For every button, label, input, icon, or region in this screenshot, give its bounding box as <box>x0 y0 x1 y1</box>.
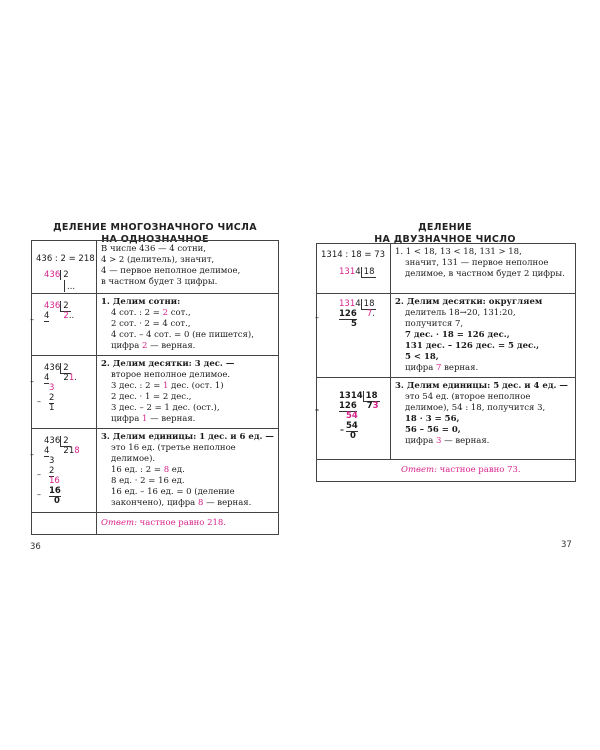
left-row4-sub1: 4 <box>44 446 50 456</box>
right-answer-label: Ответ: <box>401 465 437 475</box>
right-row3-sub2: 54 <box>346 421 358 431</box>
left-row4-l6a: закончено), цифра <box>111 498 198 508</box>
right-row3-text <box>391 378 576 460</box>
left-row4-l6c: — верная. <box>203 498 252 508</box>
right-row1-expr: 1314 : 18 = 73 <box>321 250 386 260</box>
left-row1-expr: 436 : 2 = 218 <box>36 254 95 264</box>
right-row2-text <box>391 294 576 378</box>
left-row3-sub1: 4 <box>44 373 50 383</box>
left-row2-l4a: цифра <box>111 341 142 351</box>
right-row1-line3: делимое, в частном будет 2 цифры. <box>405 269 565 279</box>
left-row1-line4: в частном будет 3 цифры. <box>101 277 218 287</box>
right-title-line2: НА ДВУЗНАЧНОЕ ЧИСЛО <box>374 234 516 245</box>
left-row2-quotient-dots: .. <box>68 311 75 321</box>
left-row4-sub2: 2 <box>49 466 55 476</box>
left-row2-divisor: 2 <box>60 301 70 312</box>
left-row1-dots: ... <box>64 280 77 292</box>
left-row4-calc: 436 2 – 4 218 3 – 2 16 – 16 0 <box>32 429 97 513</box>
left-row3-l5b: 1 <box>142 414 148 424</box>
right-row2-l2: получится 7, <box>405 319 464 329</box>
left-row3-l5a: цифра <box>111 414 142 424</box>
left-row4-rem3: 0 <box>54 496 60 506</box>
left-title-line2: НА ОДНОЗНАЧНОЕ <box>101 234 209 245</box>
left-row1-dividend: 436 <box>44 270 61 280</box>
right-row3-l4: 56 – 56 = 0, <box>405 425 461 435</box>
right-row3-l1: это 54 ед. (второе неполное <box>405 392 531 402</box>
right-row3-rem1: 54 <box>346 411 358 421</box>
left-row3-l2a: 3 дес. : 2 = <box>111 381 164 391</box>
left-row1-line1: В числе 436 — 4 сотни, <box>101 244 206 254</box>
left-row3-rem2: 1 <box>49 403 55 413</box>
right-row2-l6c: верная. <box>441 363 479 373</box>
right-row3-divisor: 18 <box>363 391 380 402</box>
left-row3-text <box>97 356 279 429</box>
left-row4-dividend: 436 <box>44 436 61 446</box>
left-row3-step: 2. Делим десятки: 3 дес. — <box>101 359 235 369</box>
right-row2-quotient-dot: . <box>372 309 375 319</box>
left-row4-quotient-b: 8 <box>74 446 80 456</box>
right-row2-quotient: 7 <box>366 309 373 319</box>
right-row2-step: 2. Делим десятки: округляем <box>395 297 543 307</box>
right-lesson-table <box>316 243 576 482</box>
right-row2-l3: 7 дес. · 18 = 126 дес., <box>405 330 510 340</box>
left-row4-l5: 16 ед. – 16 ед. = 0 (деление <box>111 487 235 497</box>
right-row1-dividend-b: 4 <box>355 267 361 277</box>
left-row3-calc: 436 2 – 4 21. 3 – 2 1 <box>32 356 97 429</box>
left-row2-calc: 436 2 – 4 2.. <box>32 294 97 356</box>
left-row2-l2: 2 сот. · 2 = 4 сот., <box>111 319 191 329</box>
left-lesson-table <box>31 240 279 535</box>
right-row1-line1: 1. 1 < 18, 13 < 18, 131 > 18, <box>395 247 522 257</box>
left-row2-dividend: 436 <box>44 301 61 311</box>
left-row2-sub: 4 <box>44 311 50 321</box>
left-row2-l1b: 2 <box>162 308 169 318</box>
left-row4-rem2: 16 <box>49 476 60 486</box>
left-row1-text <box>97 241 279 294</box>
right-title-line1: ДЕЛЕНИЕ <box>418 222 472 233</box>
left-row3-divisor: 2 <box>60 363 70 374</box>
right-row1-divisor: 18 <box>361 267 377 278</box>
left-row2-quotient: 2 <box>63 311 69 321</box>
left-row1-divisor: 2 <box>63 270 69 280</box>
left-row1-line2: 4 > 2 (делитель), значит, <box>101 255 215 265</box>
left-row4-l6b: 8 <box>197 498 204 508</box>
right-row3-step: 3. Делим единицы: 5 дес. и 4 ед. — <box>395 381 568 391</box>
right-row3-l5a: цифра <box>405 436 436 446</box>
right-row2-calc: 1314 18 – 126 7. 5 <box>317 294 391 378</box>
left-answer-empty <box>32 513 97 535</box>
left-row3-sub2: 2 <box>49 393 55 403</box>
left-row4-l4: 8 ед. · 2 = 16 ед. <box>111 476 185 486</box>
right-row3-sub1: 126 <box>339 401 357 411</box>
right-row2-dividend-a: 131 <box>339 299 356 309</box>
left-row4-step: 3. Делим единицы: 1 дес. и 6 ед. — <box>101 432 274 442</box>
right-row2-dividend-b: 4 <box>355 299 361 309</box>
left-row2-l4c: — верная. <box>147 341 196 351</box>
left-row2-text <box>97 294 279 356</box>
left-row3-quotient-dot: . <box>74 373 77 383</box>
left-page-number: 36 <box>30 542 41 552</box>
left-answer <box>97 513 279 535</box>
left-row3-l1: второе неполное делимое. <box>111 370 231 380</box>
right-row3-quotient-a: 7 <box>366 401 373 411</box>
right-page-number: 37 <box>561 540 572 550</box>
right-row3-calc: 1314 18 – 126 73 54 – 54 0 <box>317 378 391 460</box>
left-row4-divisor: 2 <box>60 436 70 447</box>
left-row3-l2c: дес. (ост. 1) <box>168 381 224 391</box>
left-row4-rem1: 3 <box>49 456 55 466</box>
right-row1-dividend-a: 131 <box>339 267 356 277</box>
right-row2-l6a: цифра <box>405 363 436 373</box>
right-row3-quotient-b: 3 <box>372 401 379 411</box>
right-answer-text: частное равно 73. <box>436 465 521 475</box>
left-row3-l3: 2 дес. · 1 = 2 дес., <box>111 392 192 402</box>
left-row2-step: 1. Делим сотни: <box>101 297 181 307</box>
left-row3-l2b: 1 <box>163 381 169 391</box>
right-row2-l1: делитель 18→20, 131:20, <box>405 308 516 318</box>
left-row4-l3c: ед. <box>169 465 185 475</box>
right-row2-l5: 5 < 18, <box>405 352 439 362</box>
left-row3-quotient-a: 2 <box>63 373 69 383</box>
left-row1-line3: 4 — первое неполное делимое, <box>101 266 241 276</box>
right-row3-rem2: 0 <box>350 431 356 441</box>
right-row1-line2: значит, 131 — первое неполное <box>405 258 549 268</box>
right-row3-l5b: 3 <box>436 436 442 446</box>
right-row3-dividend: 1314 <box>339 391 363 401</box>
left-answer-label: Ответ: <box>101 518 137 528</box>
left-row3-l5c: — верная. <box>147 414 196 424</box>
right-row3-l2: делимое), 54 : 18, получится 3, <box>405 403 546 413</box>
left-row4-l3a: 16 ед. : 2 = <box>111 465 164 475</box>
left-row2-l1c: сот., <box>168 308 191 318</box>
left-row2-l4b: 2 <box>142 341 148 351</box>
left-row1-calc <box>32 241 97 294</box>
left-row3-dividend: 436 <box>44 363 61 373</box>
right-row2-sub: 126 <box>339 309 357 319</box>
left-row2-l3: 4 сот. – 4 сот. = 0 (не пишется), <box>111 330 254 340</box>
left-row4-l2: делимое). <box>111 454 156 464</box>
right-row2-l6b: 7 <box>436 363 442 373</box>
right-answer <box>317 460 576 482</box>
left-title-line1: ДЕЛЕНИЕ МНОГОЗНАЧНОГО ЧИСЛА <box>53 222 257 233</box>
right-row1-text <box>391 244 576 294</box>
left-row4-sub3: 16 <box>49 486 61 496</box>
right-row1-calc <box>317 244 391 294</box>
left-row3-rem1: 3 <box>49 383 55 393</box>
left-answer-text: частное равно 218. <box>136 518 227 528</box>
left-row4-l1: это 16 ед. (третье неполное <box>111 443 236 453</box>
right-row2-rem: 5 <box>351 319 357 329</box>
left-row4-quotient-a: 21 <box>63 446 75 456</box>
right-row3-l3: 18 · 3 = 56, <box>405 414 460 424</box>
right-row3-l5c: — верная. <box>441 436 490 446</box>
left-row4-l3b: 8 <box>163 465 170 475</box>
left-row3-l4: 3 дес. – 2 = 1 дес. (ост.), <box>111 403 220 413</box>
right-row2-l4: 131 дес. – 126 дес. = 5 дес., <box>405 341 540 351</box>
left-row2-l1a: 4 сот. : 2 = <box>111 308 163 318</box>
left-row4-text <box>97 429 279 513</box>
left-row3-quotient-b: 1 <box>68 373 75 383</box>
right-row2-divisor: 18 <box>361 299 377 310</box>
